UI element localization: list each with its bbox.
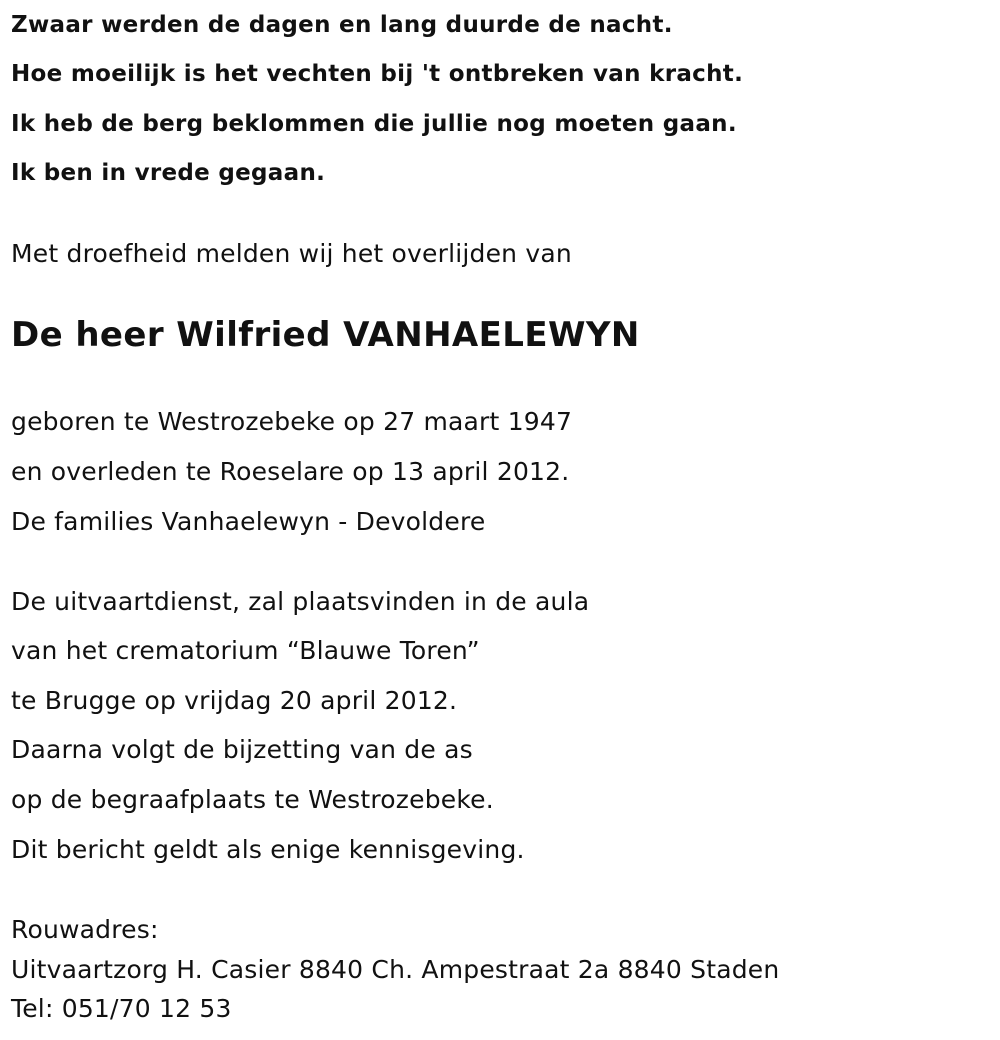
death-detail: en overleden te Roeselare op 13 april 2012. — [11, 457, 570, 486]
birth-detail: geboren te Westrozebeke op 27 maart 1947 — [11, 407, 573, 436]
families: De families Vanhaelewyn - Devoldere — [11, 507, 486, 536]
poem-line: Ik ben in vrede gegaan. — [11, 160, 326, 186]
announcement-intro: Met droefheid melden wij het overlijden van — [11, 239, 572, 268]
notice-statement: Dit bericht geldt als enige kennisgeving. — [11, 835, 525, 864]
poem-line: Hoe moeilijk is het vechten bij 't ontbreken van kracht. — [11, 61, 744, 87]
contact-label: Rouwadres: — [11, 915, 159, 944]
service-line: De uitvaartdienst, zal plaatsvinden in de aula — [11, 587, 590, 616]
contact-phone: Tel: 051/70 12 53 — [11, 994, 232, 1023]
service-line: te Brugge op vrijdag 20 april 2012. — [11, 686, 458, 715]
service-line: op de begraafplaats te Westrozebeke. — [11, 785, 494, 814]
service-line: Daarna volgt de bijzetting van de as — [11, 735, 473, 764]
contact-address: Uitvaartzorg H. Casier 8840 Ch. Ampestraat 2a 8840 Staden — [11, 955, 780, 984]
poem-line: Zwaar werden de dagen en lang duurde de nacht. — [11, 12, 673, 38]
poem-line: Ik heb de berg beklommen die jullie nog moeten gaan. — [11, 111, 737, 137]
service-line: van het crematorium “Blauwe Toren” — [11, 636, 480, 665]
deceased-name: De heer Wilfried VANHAELEWYN — [11, 315, 640, 355]
